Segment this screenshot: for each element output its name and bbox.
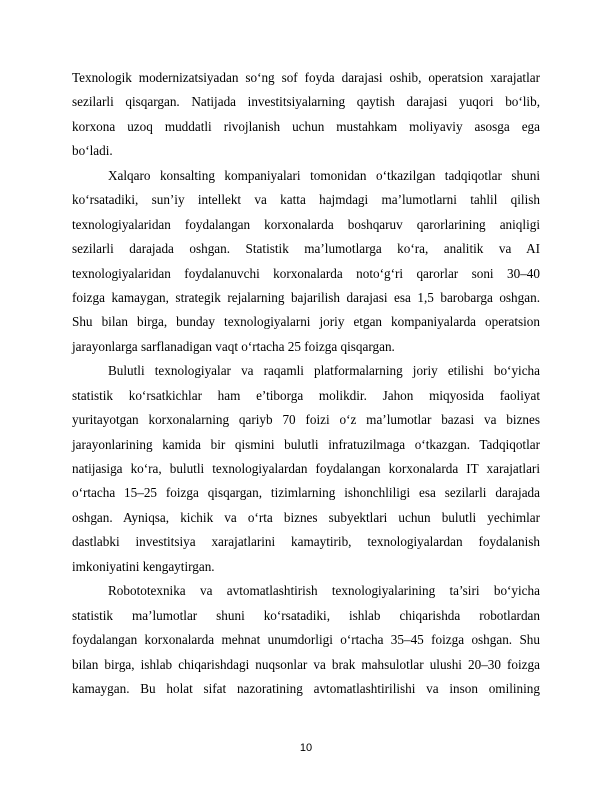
text-line: bilan birga, ishlab chiqarishdagi nuqsonlar va brak mahsulotlar ulushi 20–30 foizga (72, 656, 540, 672)
text-line: statistik ko‘rsatkichlar ham e’tiborga molikdir. Jahon miqyosida faoliyat (72, 387, 540, 403)
text-line: Robototexnika va avtomatlashtirish texnologiyalarining ta’siri bo‘yicha (108, 583, 540, 599)
text-line: sezilarli darajada oshgan. Statistik ma’lumotlarga ko‘ra, analitik va AI (72, 241, 540, 257)
text-line: Xalqaro konsalting kompaniyalari tomonidan o‘tkazilgan tadqiqotlar shuni (108, 167, 540, 183)
text-line: foydalangan korxonalarda mehnat unumdorligi o‘rtacha 35–45 foizga oshgan. Shu (72, 632, 540, 648)
text-line: korxona uzoq muddatli rivojlanish uchun mustahkam moliyaviy asosga ega (72, 118, 540, 134)
text-line: foizga kamaygan, strategik rejalarning bajarilish darajasi esa 1,5 barobarga oshgan. (72, 289, 540, 305)
text-line: yuritayotgan korxonalarning qariyb 70 foizi o‘z ma’lumotlar bazasi va biznes (72, 412, 540, 428)
text-line: kamaygan. Bu holat sifat nazoratining avtomatlashtirilishi va inson omilining (72, 680, 540, 696)
document-body (72, 66, 540, 701)
text-line: texnologiyalaridan foydalangan korxonalarda boshqaruv qarorlarining aniqligi (72, 216, 540, 232)
paragraph (72, 66, 540, 164)
text-line: natijasiga ko‘ra, bulutli texnologiyalardan foydalangan korxonalarda IT xarajatlari (72, 461, 540, 476)
paragraph (72, 579, 540, 701)
text-line: Texnologik modernizatsiyadan so‘ng sof foyda darajasi oshib, operatsion xarajatlar (72, 70, 540, 85)
text-line: Shu bilan birga, bunday texnologiyalarni joriy etgan kompaniyalarda operatsion (72, 314, 540, 330)
text-line: statistik ma’lumotlar shuni ko‘rsatadiki, ishlab chiqarishda robotlardan (72, 607, 540, 623)
text-line: Bulutli texnologiyalar va raqamli platformalarning joriy etilishi bo‘yicha (108, 363, 540, 379)
text-line: bo‘ladi. (72, 143, 113, 159)
text-line: sezilarli qisqargan. Natijada investitsiyalarning qaytish darajasi yuqori bo‘lib, (72, 94, 540, 110)
text-line: dastlabki investitsiya xarajatlarini kamaytirib, texnologiyalardan foydalanish (72, 534, 540, 550)
page-number: 10 (299, 742, 313, 754)
paragraph (72, 164, 540, 360)
text-line: ko‘rsatadiki, sun’iy intellekt va katta hajmdagi ma’lumotlarni tahlil qilish (72, 192, 540, 208)
paragraph (72, 359, 540, 579)
text-line: jarayonlarining kamida bir qismini bulutli infratuzilmaga o‘tkazgan. Tadqiqotlar (72, 436, 540, 452)
text-line: jarayonlarga sarflanadigan vaqt o‘rtacha 25 foizga qisqargan. (72, 338, 395, 354)
text-line: o‘rtacha 15–25 foizga qisqargan, tizimlarning ishonchliligi esa sezilarli darajada (72, 485, 540, 501)
text-line: texnologiyalaridan foydalanuvchi korxonalarda noto‘g‘ri qarorlar soni 30–40 (72, 265, 540, 281)
text-line: imkoniyatini kengaytirgan. (72, 558, 215, 574)
text-line: oshgan. Ayniqsa, kichik va o‘rta biznes subyektlari uchun bulutli yechimlar (72, 509, 540, 525)
